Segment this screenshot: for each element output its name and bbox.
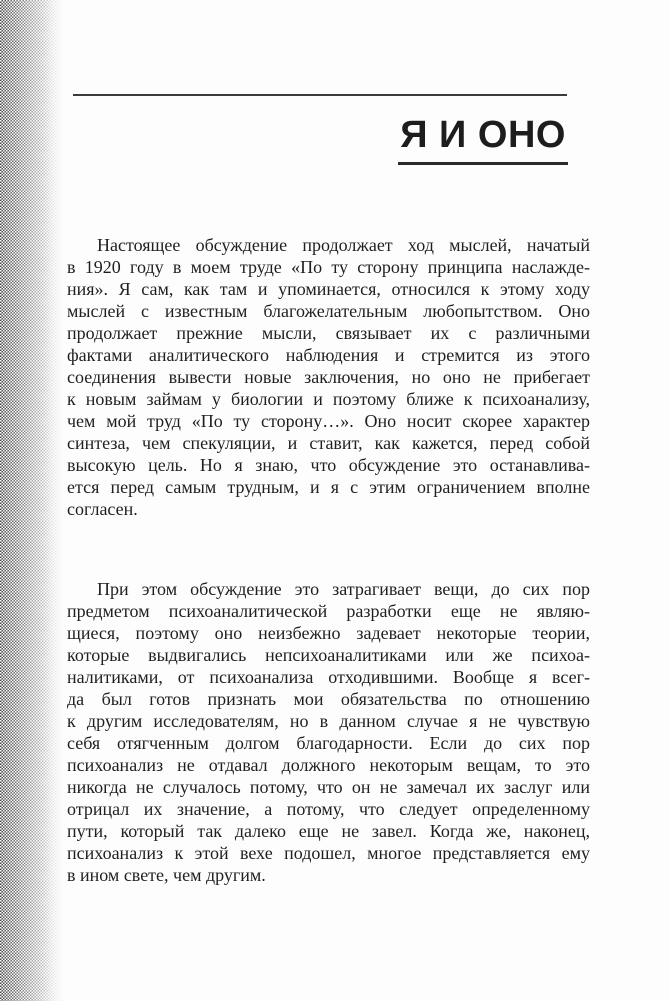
text-line: согласен. xyxy=(67,499,138,519)
text-line: высокую цель. Но я знаю, что обсуждение это останавлива- xyxy=(67,455,590,475)
text-line: синтеза, чем спекуляции, и ставит, как кажется, перед собой xyxy=(67,433,590,453)
paragraph-2 xyxy=(67,578,590,886)
text-line: психоанализ не отдавал должного некоторым вещам, то это xyxy=(67,755,590,775)
text-line: Настоящее обсуждение продолжает ход мыслей, начатый xyxy=(97,235,590,255)
chapter-title-block xyxy=(398,116,568,165)
body-text xyxy=(67,234,590,886)
text-line: к новым займам у биологии и поэтому ближе к психоанализу, xyxy=(67,389,590,409)
text-line: ется перед самым трудным, и я с этим ограничением вполне xyxy=(67,477,590,497)
text-line: мыслей с известным благожелательным любопытством. Оно xyxy=(67,301,590,321)
text-line: соединения вывести новые заключения, но оно не прибегает xyxy=(67,367,590,387)
text-line: к другим исследователям, но в данном случае я не чувствую xyxy=(67,711,590,731)
text-line: предметом психоаналитической разработки еще не являю- xyxy=(67,601,590,621)
paragraph-1 xyxy=(67,234,590,520)
text-line: чем мой труд «По ту сторону…». Оно носит скорее характер xyxy=(67,411,590,431)
text-line: налитиками, от психоанализа отходившими. Вообще я всег- xyxy=(67,667,590,687)
chapter-title: Я И ОНО xyxy=(398,116,568,165)
text-line: психоанализ к этой вехе подошел, многое представляется ему xyxy=(67,843,590,863)
text-line: щиеся, поэтому оно неизбежно задевает некоторые теории, xyxy=(67,623,590,643)
text-line: себя отягченным долгом благодарности. Если до сих пор xyxy=(67,733,590,753)
text-line: в ином свете, чем другим. xyxy=(67,865,266,885)
header-rule xyxy=(73,94,567,96)
text-line: в 1920 году в моем труде «По ту сторону принципа наслажде- xyxy=(67,257,590,277)
text-line: При этом обсуждение это затрагивает вещи, до сих пор xyxy=(97,579,590,599)
text-line: продолжает прежние мысли, связывает их с различными xyxy=(67,323,590,343)
text-line: ния». Я сам, как там и упоминается, относился к этому ходу xyxy=(67,279,590,299)
text-line: никогда не случалось потому, что он не замечал их заслуг или xyxy=(67,777,590,797)
text-line: пути, который так далеко еще не завел. Когда же, наконец, xyxy=(67,821,590,841)
text-line: да был готов признать мои обязательства по отношению xyxy=(67,689,590,709)
text-line: которые выдвигались непсихоаналитиками или же психоа- xyxy=(67,645,590,665)
text-line: отрицал их значение, а потому, что следует определенному xyxy=(67,799,590,819)
page-gutter-texture xyxy=(0,0,66,1001)
text-line: фактами аналитического наблюдения и стремится из этого xyxy=(67,345,590,365)
